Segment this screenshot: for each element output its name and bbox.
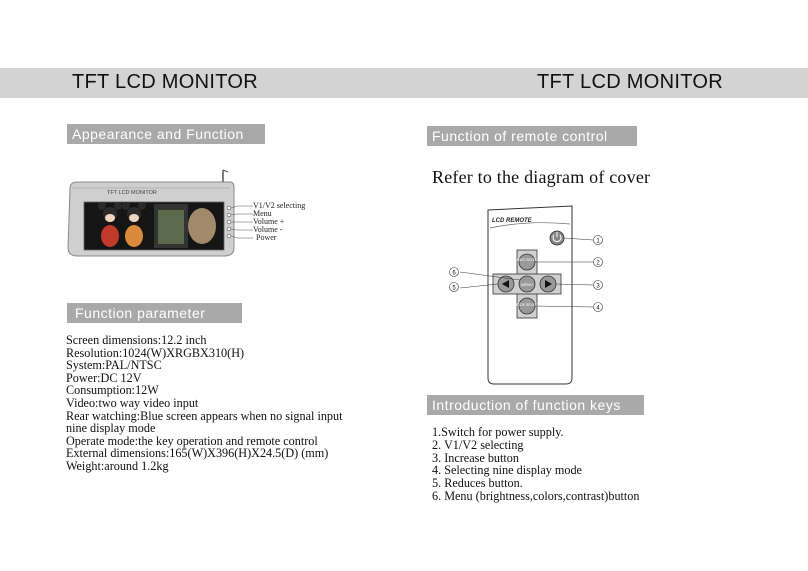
monitor-label-power: Power — [256, 233, 277, 242]
callout-2-label: 2 — [596, 260, 600, 267]
function-key-item: 5. Reduces button. — [432, 476, 523, 491]
spec-line: Rear watching:Blue screen appears when no signal input — [66, 408, 343, 423]
function-keys-list — [432, 426, 640, 503]
menu-button-label: MENU — [521, 282, 533, 287]
function-keys-section-title: Introduction of function keys — [427, 395, 644, 415]
spec-line: External dimensions:165(W)X396(H)X24.5(D) (mm) — [66, 446, 329, 461]
monitor-brand-label: TFT LCD MONITOR — [107, 190, 157, 196]
spec-line: Screen dimensions:12.2 inch — [66, 333, 207, 347]
video-select-label: VIDEO SELECT — [514, 258, 540, 262]
monitor-label-v1v2: V1/V2 selecting — [253, 201, 306, 210]
spec-line: Weight:around 1.2kg — [66, 458, 169, 473]
callout-5-label: 5 — [452, 285, 456, 292]
spec-line: Operate mode:the key operation and remote control — [66, 433, 318, 448]
spec-line: Resolution:1024(W)XRGBX310(H) — [66, 345, 245, 360]
function-key-item: 2. V1/V2 selecting — [432, 437, 524, 452]
appearance-section-title: Appearance and Function — [67, 124, 265, 144]
spec-line: Video:two way video input — [66, 395, 199, 410]
callout-6-label: 6 — [452, 270, 456, 277]
mode-select-label: MODE SELECT — [514, 303, 540, 307]
left-page-title: TFT LCD MONITOR — [72, 71, 258, 93]
function-key-item: 1.Switch for power supply. — [432, 425, 564, 439]
spec-line: nine display mode — [66, 421, 156, 436]
callout-3-label: 3 — [596, 283, 600, 290]
spec-list — [66, 334, 343, 473]
remote-section-title: Function of remote control — [427, 126, 637, 146]
monitor-label-menu: Menu — [253, 209, 272, 218]
monitor-illustration — [62, 168, 237, 260]
monitor-label-volume-down: Volume - — [253, 225, 283, 234]
right-page-title: TFT LCD MONITOR — [537, 71, 723, 93]
function-key-item: 3. Increase button — [432, 450, 519, 465]
video-select-button — [519, 254, 535, 270]
function-parameter-section-title: Function parameter — [67, 303, 242, 323]
remote-brand-label: LCD REMOTE — [492, 218, 532, 224]
spec-line: Consumption:12W — [66, 383, 159, 398]
function-key-item: 6. Menu (brightness,colors,contrast)button — [432, 488, 640, 503]
remote-illustration — [440, 200, 620, 388]
spec-line: System:PAL/NTSC — [66, 358, 162, 373]
refer-text: Refer to the diagram of cover — [432, 167, 651, 187]
function-key-item: 4. Selecting nine display mode — [432, 463, 582, 478]
callout-4-label: 4 — [596, 305, 600, 312]
callout-1-label: 1 — [596, 238, 600, 245]
spec-line: Power:DC 12V — [66, 370, 142, 385]
monitor-label-volume-up: Volume + — [253, 217, 285, 226]
